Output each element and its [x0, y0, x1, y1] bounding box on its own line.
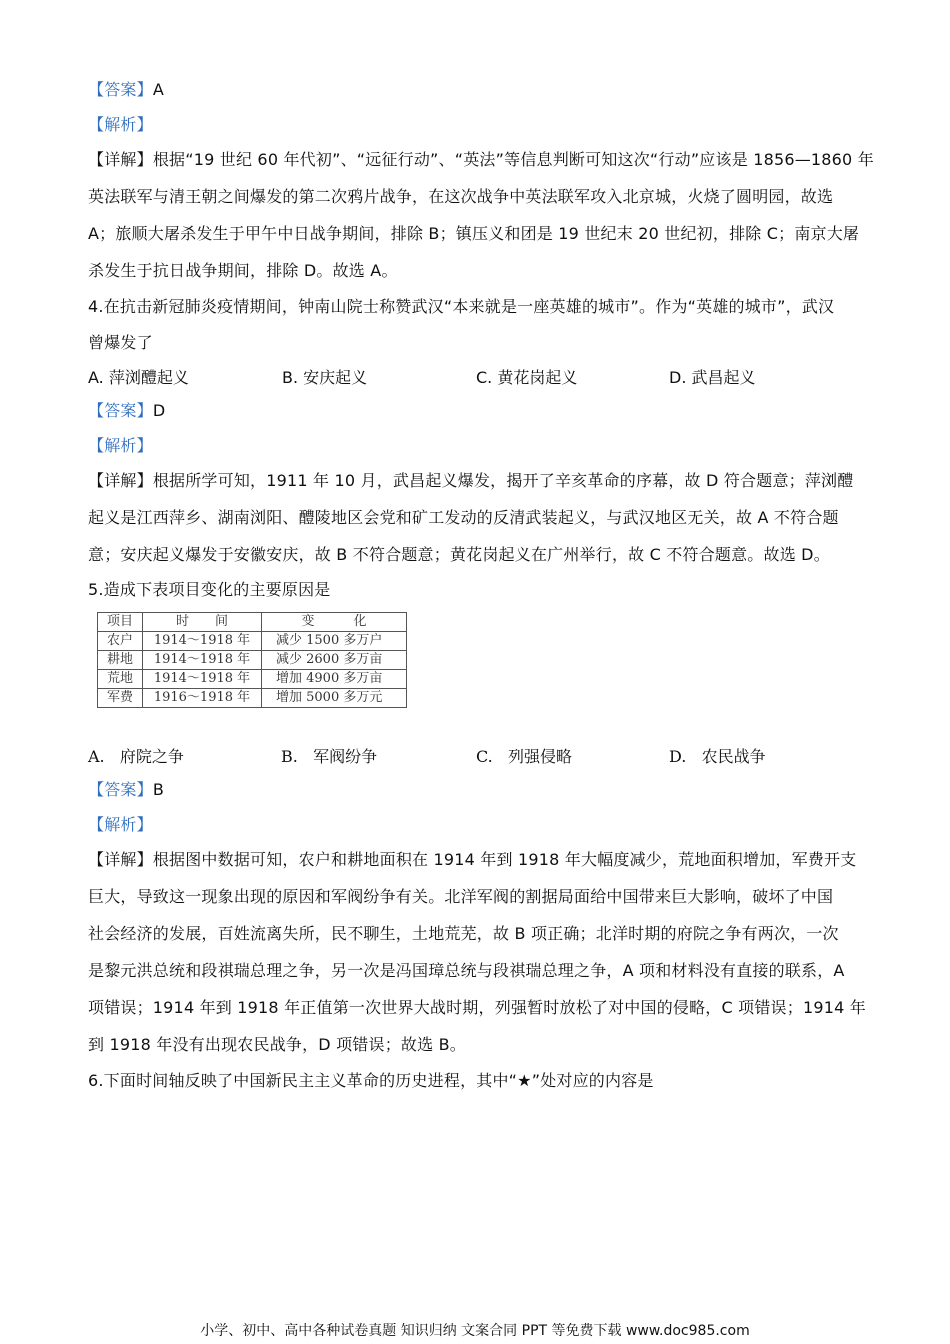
table-cell: 耕地 — [98, 651, 143, 670]
q5-analysis-line — [88, 815, 868, 835]
detail-tag: 【详解】 — [88, 471, 153, 490]
q4-option-b: B. 安庆起义 — [282, 368, 368, 387]
detail-text: 根据所学可知，1911 年 10 月，武昌起义爆发，揭开了辛亥革命的序幕，故 D 符合题意；萍浏醴 — [152, 471, 854, 490]
table-header-cell: 时 间 — [143, 613, 262, 632]
answer-tag: 【答案】 — [88, 80, 153, 99]
detail-tag: 【详解】 — [88, 150, 153, 169]
q4-detail-line: 意；安庆起义爆发于安徽安庆，故 B 不符合题意；黄花岗起义在广州举行，故 C 不符合题意。故选 D。 — [88, 545, 830, 564]
q3-detail-line: 杀发生于抗日战争期间，排除 D。故选 A。 — [88, 261, 398, 280]
table-header-cell: 项目 — [98, 613, 143, 632]
q5-detail-line: 社会经济的发展，百姓流离失所，民不聊生，土地荒芜，故 B 项正确；北洋时期的府院之争有两次，一次 — [88, 924, 839, 943]
table-cell: 农户 — [98, 632, 143, 651]
q4-detail-line — [88, 471, 868, 491]
q4-answer-line — [88, 401, 868, 421]
q5-option-d — [669, 747, 766, 767]
q4-detail-line: 起义是江西萍乡、湖南浏阳、醴陵地区会党和矿工发动的反清武装起义，与武汉地区无关，故 A 不符合题 — [88, 508, 839, 527]
analysis-tag: 【解析】 — [88, 115, 153, 134]
table-cell: 1914～1918 年 — [143, 670, 262, 689]
q4-stem-line: 曾爆发了 — [88, 333, 153, 352]
data-table — [97, 612, 407, 708]
q3-analysis-line — [88, 115, 868, 135]
answer-value: B — [152, 780, 164, 799]
analysis-tag: 【解析】 — [88, 436, 153, 455]
q3-detail-line: A；旅顺大屠杀发生于甲午中日战争期间，排除 B；镇压义和团是 19 世纪末 20 世纪初，排除 C；南京大屠 — [88, 224, 860, 243]
q4-analysis-line — [88, 436, 868, 456]
q5-detail-line: 到 1918 年没有出现农民战争，D 项错误；故选 B。 — [88, 1035, 466, 1054]
q4-option-d: D. 武昌起义 — [669, 368, 756, 387]
q5-detail-line: 巨大，导致这一现象出现的原因和军阀纷争有关。北洋军阀的割据局面给中国带来巨大影响，破坏了中国 — [88, 887, 834, 906]
q3-detail-line: 英法联军与清王朝之间爆发的第二次鸦片战争，在这次战争中英法联军攻入北京城，火烧了圆明园，故选 — [88, 187, 834, 206]
q3-detail-line — [88, 150, 874, 170]
table-cell: 减少 2600 多万亩 — [262, 651, 407, 670]
q4-option-a: A. 萍浏醴起义 — [88, 368, 189, 387]
q5-detail-line: 是黎元洪总统和段祺瑞总理之争，另一次是冯国璋总统与段祺瑞总理之争，A 项和材料没有直接的联系，A — [88, 961, 845, 980]
option-text: 军阀纷争 — [313, 747, 378, 766]
q5-detail-line: 项错误；1914 年到 1918 年正值第一次世界大战时期，列强暂时放松了对中国的侵略，C 项错误；1914 年 — [88, 998, 866, 1017]
q5-option-a — [88, 747, 184, 767]
q3-answer-line — [88, 80, 868, 100]
q5-detail-line — [88, 850, 868, 870]
answer-value: D — [152, 401, 166, 420]
analysis-tag: 【解析】 — [88, 815, 153, 834]
answer-tag: 【答案】 — [88, 780, 153, 799]
table-cell: 1916～1918 年 — [143, 689, 262, 708]
table-header-row — [98, 613, 407, 632]
detail-tag: 【详解】 — [88, 850, 153, 869]
q5-option-b — [281, 747, 377, 767]
table-header-cell: 变 化 — [262, 613, 407, 632]
table-cell: 军费 — [98, 689, 143, 708]
table-cell: 增加 5000 多万元 — [262, 689, 407, 708]
option-text: 府院之争 — [119, 747, 184, 766]
table-row — [98, 670, 407, 689]
option-letter: A. — [88, 747, 105, 766]
option-letter: B. — [281, 747, 298, 766]
option-text: 列强侵略 — [508, 747, 573, 766]
detail-text: 根据“19 世纪 60 年代初”、“远征行动”、“英法”等信息判断可知这次“行动”应该是 1856—1860 年 — [152, 150, 874, 169]
answer-value: A — [152, 80, 164, 99]
q6-stem: 6.下面时间轴反映了中国新民主主义革命的历史进程，其中“★”处对应的内容是 — [88, 1071, 654, 1090]
q4-option-c: C. 黄花岗起义 — [476, 368, 578, 387]
table-row — [98, 651, 407, 670]
page-footer: 小学、初中、高中各种试卷真题 知识归纳 文案合同 PPT 等免费下载 www.doc985.com — [200, 1323, 750, 1339]
table-cell: 增加 4900 多万亩 — [262, 670, 407, 689]
q4-stem-line: 4.在抗击新冠肺炎疫情期间，钟南山院士称赞武汉“本来就是一座英雄的城市”。作为“英雄的城市”，武汉 — [88, 297, 835, 316]
table-cell: 1914～1918 年 — [143, 651, 262, 670]
option-text: 农民战争 — [701, 747, 766, 766]
table-cell: 1914～1918 年 — [143, 632, 262, 651]
answer-tag: 【答案】 — [88, 401, 153, 420]
detail-text: 根据图中数据可知，农户和耕地面积在 1914 年到 1918 年大幅度减少，荒地面积增加，军费开支 — [152, 850, 857, 869]
option-letter: D. — [669, 747, 687, 766]
table-row — [98, 632, 407, 651]
option-letter: C. — [476, 747, 493, 766]
q5-answer-line — [88, 780, 868, 800]
table-cell: 减少 1500 多万户 — [262, 632, 407, 651]
table-row — [98, 689, 407, 708]
q5-option-c — [476, 747, 572, 767]
table-cell: 荒地 — [98, 670, 143, 689]
q5-stem: 5.造成下表项目变化的主要原因是 — [88, 580, 331, 599]
